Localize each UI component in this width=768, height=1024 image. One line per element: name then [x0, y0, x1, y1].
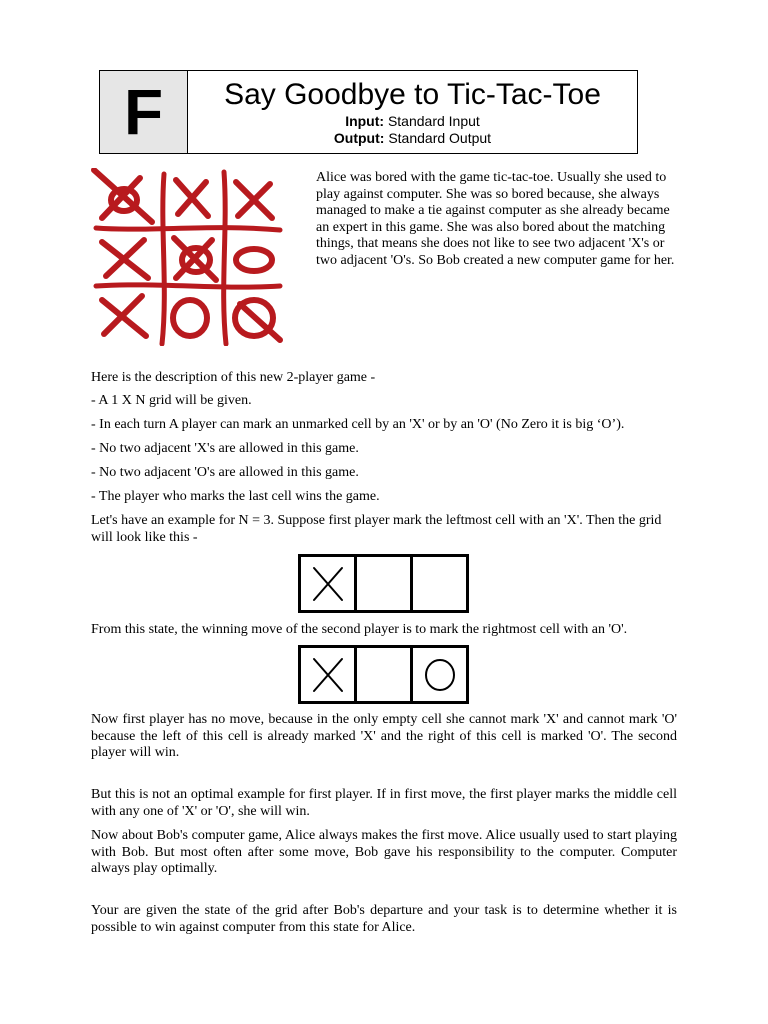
description-lead: Here is the description of this new 2-player game - — [91, 370, 376, 385]
problem-title-box — [188, 71, 637, 153]
computer-game-paragraph: Now about Bob's computer game, Alice always makes the first move. Alice usually used to start playing with Bob. But most often after some move, Bob gave his responsibility to the computer. Computer always play optimally. — [91, 828, 677, 877]
problem-title: Say Goodbye to Tic-Tac-Toe — [224, 78, 601, 111]
grid-cell — [413, 557, 466, 610]
x-mark-icon — [311, 565, 345, 603]
input-label: Input: — [345, 113, 385, 129]
optimal-note: But this is not an optimal example for first player. If in first move, the first player marks the middle cell with any one of 'X' or 'O', she will win. — [91, 787, 677, 819]
rule-item: - No two adjacent 'O's are allowed in this game. — [91, 465, 359, 480]
input-spec — [188, 113, 637, 130]
x-mark-icon — [311, 656, 345, 694]
problem-header — [99, 70, 638, 154]
after-grid-1-text: From this state, the winning move of the second player is to mark the rightmost cell with an 'O'. — [91, 622, 628, 637]
intro-paragraph: Alice was bored with the game tic-tac-toe. Usually she used to play against computer. She was so bored because, she always managed to make a tie against computer as she already became an expert in this game. She was also bored about the matching things, that means she does not like to see two adjacent 'X's or two adjacent 'O's. So Bob created a new computer game for her. — [316, 170, 675, 268]
example-grid-1 — [298, 554, 469, 613]
rule-item: - The player who marks the last cell wins the game. — [91, 489, 380, 504]
output-value: Standard Output — [384, 130, 492, 146]
example-grid-2 — [298, 645, 469, 704]
grid-cell — [301, 557, 357, 610]
grid-cell — [357, 648, 413, 701]
grid-cell — [301, 648, 357, 701]
grid-cell — [413, 648, 466, 701]
problem-letter: F — [123, 76, 164, 148]
rule-item: - In each turn A player can mark an unmarked cell by an 'X' or by an 'O' (No Zero it is big ‘O’). — [91, 417, 625, 432]
task-paragraph: Your are given the state of the grid after Bob's departure and your task is to determine whether it is possible to win against computer from this state for Alice. — [91, 903, 677, 935]
rule-item: - A 1 X N grid will be given. — [91, 393, 252, 408]
problem-letter-box — [100, 71, 188, 153]
example-intro: Let's have an example for N = 3. Suppose first player mark the leftmost cell with an 'X'. Then the grid will look like this - — [91, 513, 662, 545]
rule-item: - No two adjacent 'X's are allowed in this game. — [91, 441, 359, 456]
tic-tac-toe-illustration — [90, 168, 286, 346]
grid-cell — [357, 557, 413, 610]
o-mark-icon — [423, 657, 457, 693]
after-grid-2-text: Now first player has no move, because in the only empty cell she cannot mark 'X' and cannot mark 'O' because the left of this cell is already marked 'X' and the right of this cell is marked 'O'. The second player will win. — [91, 712, 677, 761]
input-value: Standard Input — [384, 113, 480, 129]
output-label: Output: — [333, 130, 385, 146]
output-spec — [188, 130, 637, 147]
